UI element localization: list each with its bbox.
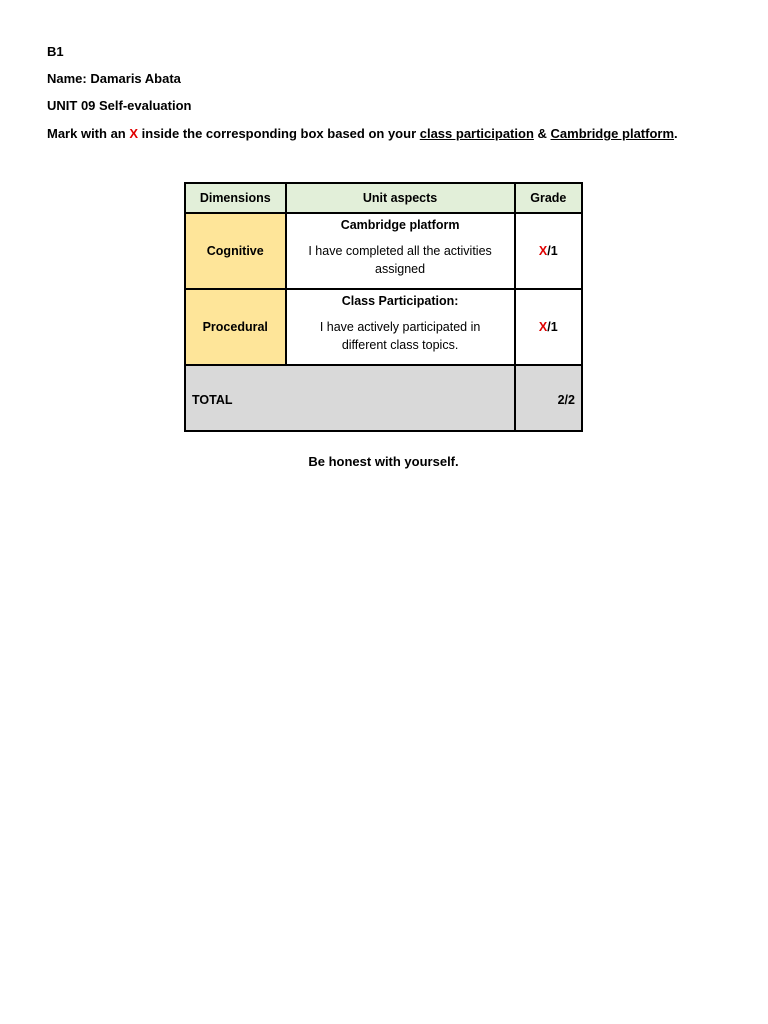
total-label: TOTAL bbox=[185, 365, 515, 431]
column-header-unit-aspects: Unit aspects bbox=[286, 183, 515, 213]
instruction-class-participation: class participation bbox=[419, 126, 534, 141]
grade-mark: X bbox=[538, 320, 548, 334]
grade-max: /1 bbox=[547, 320, 558, 334]
instruction-text-1: Mark with an bbox=[47, 126, 130, 141]
dimension-cell: Cognitive bbox=[185, 213, 286, 289]
footer-note: Be honest with yourself. bbox=[308, 454, 459, 469]
grade-cell[interactable] bbox=[515, 289, 582, 365]
instruction-text-3: & bbox=[533, 126, 551, 141]
instruction-cambridge-platform: Cambridge platform bbox=[550, 126, 675, 141]
dimension-cell: Procedural bbox=[185, 289, 286, 365]
grade-max: /1 bbox=[547, 244, 558, 258]
total-value: 2/2 bbox=[515, 365, 582, 431]
instruction-text-2: inside the corresponding box based on your bbox=[138, 126, 420, 141]
instruction-line bbox=[47, 126, 678, 141]
aspect-title: Cambridge platform bbox=[340, 218, 460, 232]
student-name: Name: Damaris Abata bbox=[47, 71, 181, 86]
total-row bbox=[185, 365, 582, 431]
column-header-grade: Grade bbox=[515, 183, 582, 213]
instruction-mark: X bbox=[129, 126, 139, 141]
level-label: B1 bbox=[47, 44, 64, 59]
table-row bbox=[185, 289, 582, 365]
instruction-text-4: . bbox=[674, 126, 678, 141]
unit-title: UNIT 09 Self-evaluation bbox=[47, 98, 192, 113]
self-evaluation-table bbox=[184, 182, 583, 432]
aspect-text: I have completed all the activities assigned bbox=[308, 244, 492, 276]
table-header-row bbox=[185, 183, 582, 213]
grade-cell[interactable] bbox=[515, 213, 582, 289]
aspect-text: I have actively participated in different class topics. bbox=[319, 320, 481, 352]
column-header-dimensions: Dimensions bbox=[185, 183, 286, 213]
aspect-title: Class Participation: bbox=[341, 294, 459, 308]
grade-mark: X bbox=[538, 244, 548, 258]
aspect-cell bbox=[286, 289, 515, 365]
table-row bbox=[185, 213, 582, 289]
aspect-cell bbox=[286, 213, 515, 289]
